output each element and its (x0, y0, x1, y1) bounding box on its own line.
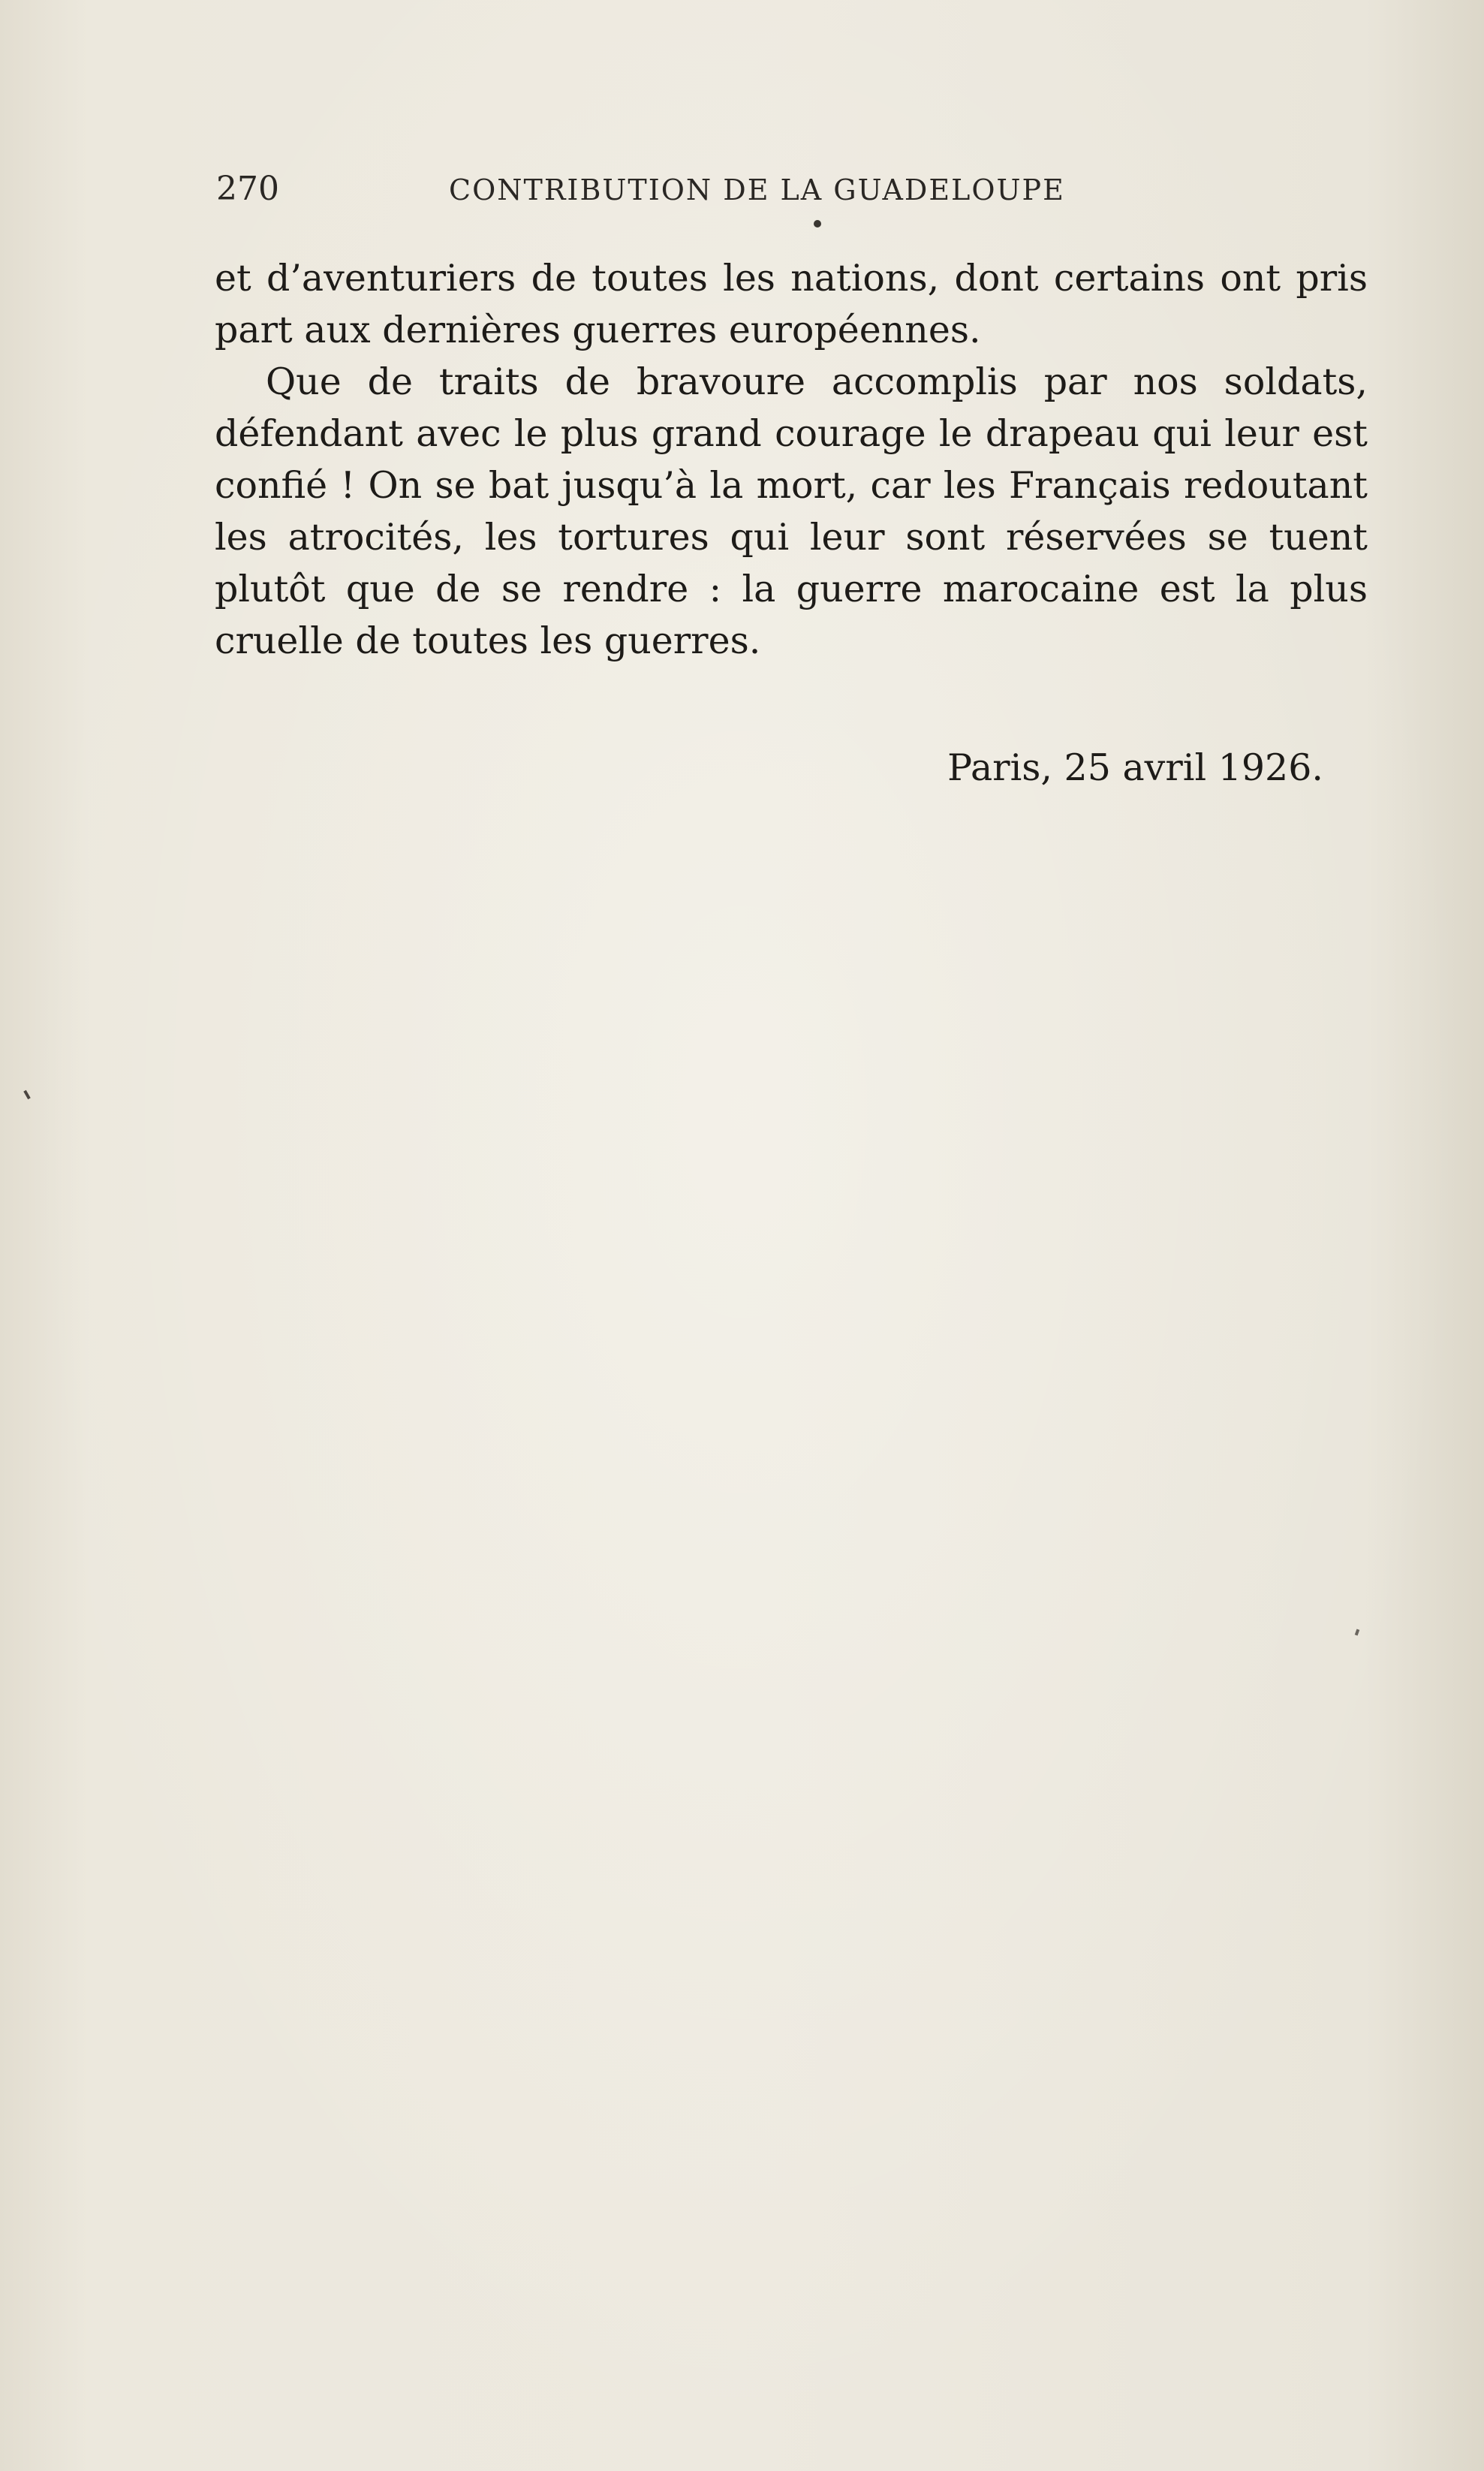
page-header (216, 167, 1365, 212)
page-number: 270 (216, 170, 279, 208)
paragraph: et d’aventuriers de toutes les nations, dont certains ont pris part aux dernières guerres européennes. (215, 257, 1368, 351)
running-title: CONTRIBUTION DE LA GUADELOUPE (449, 173, 1065, 206)
body-text (215, 252, 1368, 667)
ornament-dot (814, 220, 821, 228)
ink-speck (1355, 1629, 1359, 1636)
paragraph: Que de traits de bravoure accomplis par nos soldats, défendant avec le plus grand courage le drapeau qui leur est confié ! On se bat jusqu’à la mort, car les Français redoutant les atrocités, les tortures qui leur sont réservées se tuent plutôt que de se rendre : la guerre marocaine est la plus cruelle de toutes les guerres. (215, 360, 1368, 662)
place-date-signature: Paris, 25 avril 1926. (947, 746, 1323, 789)
ink-speck (23, 1090, 30, 1099)
